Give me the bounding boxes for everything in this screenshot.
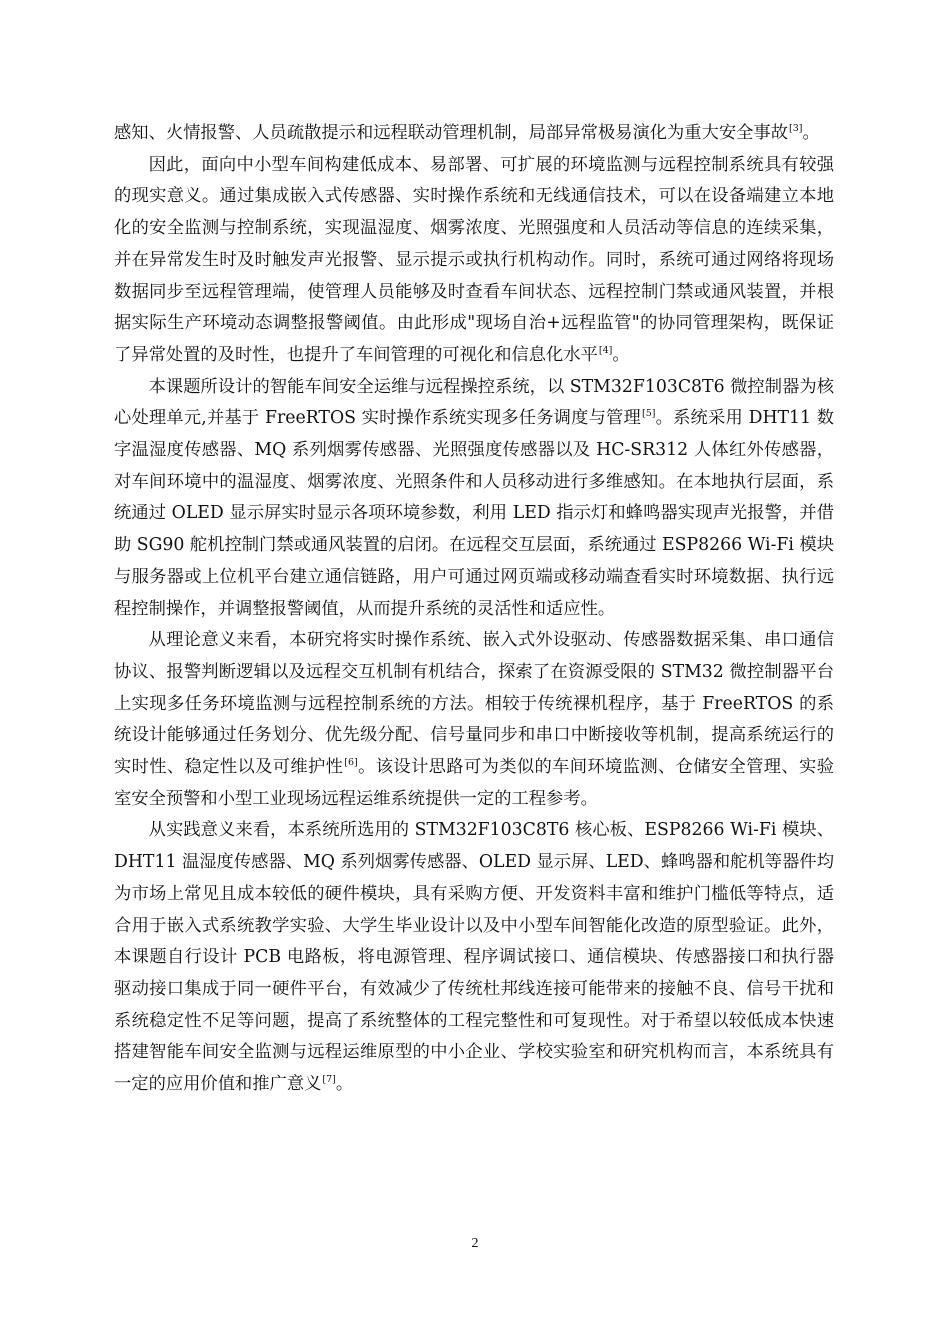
- citation-marker: [7]: [322, 1073, 336, 1085]
- page-number: 2: [471, 1236, 479, 1251]
- paragraph: [114, 118, 834, 150]
- paragraph: [114, 150, 834, 372]
- paragraph: [114, 625, 834, 815]
- paragraph-text: 因此，面向中小型车间构建低成本、易部署、可扩展的环境监测与远程控制系统具有较强的现实意义。通过集成嵌入式传感器、实时操作系统和无线通信技术，可以在设备端建立本地化的安全监测与控制系统，实现温湿度、烟雾浓度、光照强度和人员活动等信息的连续采集，并在异常发生时及时触发声光报警、显示提示或执行机构动作。同时，系统可通过网络将现场数据同步至远程管理端，使管理人员能够及时查看车间状态、远程控制门禁或通风装置，并根据实际生产环境动态调整报警阈值。由此形成"现场自治+远程监管"的协同管理架构，既保证了异常处置的及时性，也提升了车间管理的可视化和信息化水平: [114, 154, 834, 365]
- citation-marker: [3]: [788, 122, 803, 134]
- paragraph-text: 。该设计思路可为类似的车间环境监测、仓储安全管理、实验室安全预警和小型工业现场远程运维系统提供一定的工程参考。: [114, 757, 834, 809]
- paragraph: [114, 815, 834, 1100]
- paragraph-text: 。: [802, 123, 820, 143]
- body-text: [114, 118, 834, 1101]
- paragraph-text: 从理论意义来看，本研究将实时操作系统、嵌入式外设驱动、传感器数据采集、串口通信协议、报警判断逻辑以及远程交互机制有机结合，探索了在资源受限的 STM32 微控制器平台上实现多任务环境监测与远程控制系统的方法。相较于传统裸机程序，基于 FreeRTOS 的系统设计能够通过任务划分、优先级分配、信号量同步和串口中断接收等机制，提高系统运行的实时性、稳定性以及可维护性: [114, 630, 834, 778]
- citation-marker: [4]: [598, 344, 613, 356]
- citation-marker: [6]: [344, 756, 358, 768]
- paragraph-text: 。: [335, 1074, 354, 1095]
- paragraph-text: 。系统采用 DHT11 数字温湿度传感器、MQ 系列烟雾传感器、光照强度传感器以及 HC-SR312 人体红外传感器，对车间环境中的温湿度、烟雾浓度、光照条件和人员移动进行多维感知。在本地执行层面，系统通过 OLED 显示屏实时显示各项环境参数，利用 LED 指示灯和蜂鸣器实现声光报警，并借助 SG90 舵机控制门禁或通风装置的启闭。在远程交互层面，系统通过 ESP8266 Wi-Fi 模块与服务器或上位机平台建立通信链路，用户可通过网页端或移动端查看实时环境数据、执行远程控制操作，并调整报警阈值，从而提升系统的灵活性和适应性。: [114, 408, 834, 619]
- paragraph-text: 本课题所设计的智能车间安全运维与远程操控系统，以 STM32F103C8T6 微控制器为核心处理单元,并基于 FreeRTOS 实时操作系统实现多任务调度与管理: [114, 376, 834, 429]
- paragraph: [114, 372, 834, 626]
- citation-marker: [5]: [641, 408, 656, 420]
- paragraph-text: 感知、火情报警、人员疏散提示和远程联动管理机制，局部异常极易演化为重大安全事故: [114, 123, 788, 143]
- paragraph-text: 。: [612, 344, 630, 365]
- paragraph-text: 从实践意义来看，本系统所选用的 STM32F103C8T6 核心板、ESP8266 Wi-Fi 模块、DHT11 温湿度传感器、MQ 系列烟雾传感器、OLED 显示屏、LED、蜂鸣器和舵机等器件均为市场上常见且成本较低的硬件模块，具有采购方便、开发资料丰富和维护门槛低等特点，适合用于嵌入式系统教学实验、大学生毕业设计以及中小型车间智能化改造的原型验证。此外，本课题自行设计 PCB 电路板，将电源管理、程序调试接口、通信模块、传感器接口和执行器驱动接口集成于同一硬件平台，有效减少了传统杜邦线连接可能带来的接触不良、信号干扰和系统稳定性不足等问题，提高了系统整体的工程完整性和可复现性。对于希望以较低成本快速搭建智能车间安全监测与远程运维原型的中小企业、学校实验室和研究机构而言，本系统具有一定的应用价值和推广意义: [114, 820, 834, 1095]
